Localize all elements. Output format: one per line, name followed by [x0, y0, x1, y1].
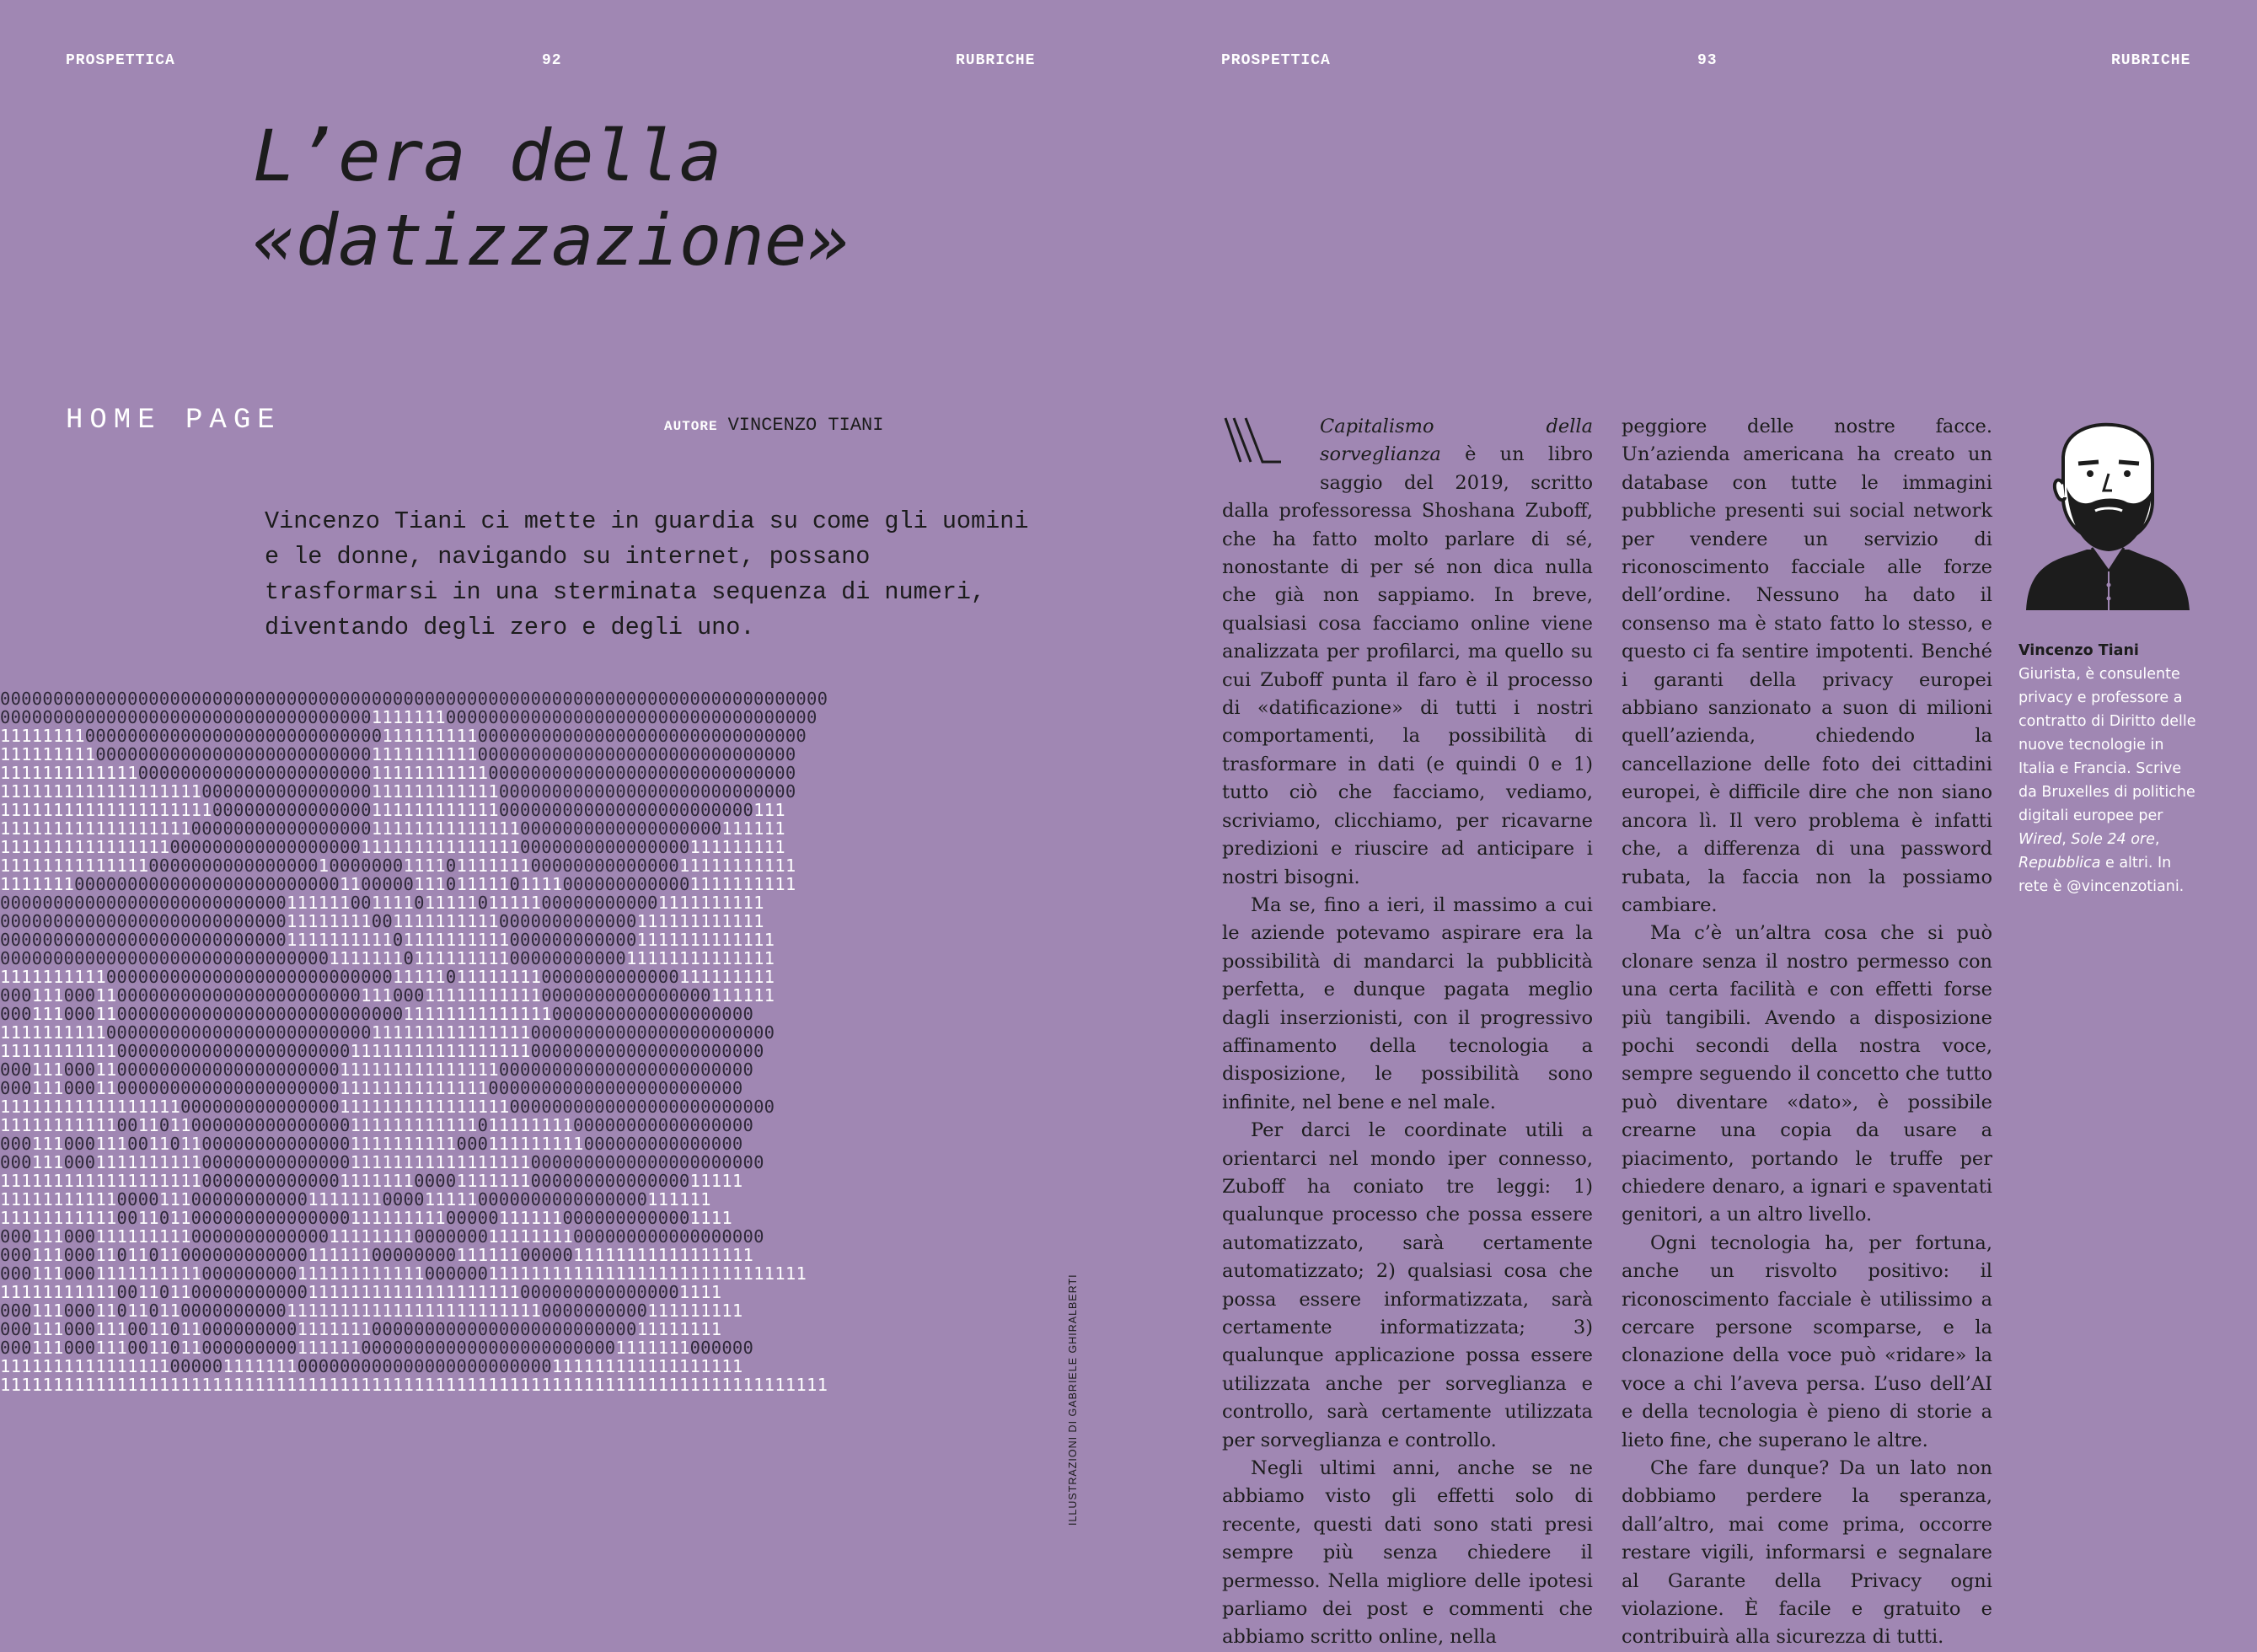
page-number-left: 92: [542, 52, 562, 69]
binary-row: 0001110001100000000000000000000000111000111111111110000000000000000111111: [0, 985, 775, 1006]
binary-row: 111111100000000000000000000000001100000111011111011110000000000001111111111: [0, 874, 796, 894]
binary-row: 000000000000000000000000000000000000000000000000000000000000000000000000000000: [0, 689, 828, 709]
binary-row: 00011100011011011000000000000111111000000001111110000011111111111111111: [0, 1245, 754, 1265]
article-title: [253, 114, 850, 282]
binary-row: 1111111111100001110000000000011111110000111110000000000000000111111: [0, 1189, 711, 1210]
article-title-line-2: «datizzazione»: [253, 199, 850, 282]
binary-row: 1111111111111111111000000000000011111110000111111100000000000000011111: [0, 1171, 743, 1191]
section-label: HOME PAGE: [66, 405, 281, 437]
lead-paragraph: Vincenzo Tiani ci mette in guardia su come gli uomini e le donne, navigando su internet, possano trasformarsi in una sterminata sequenza di numeri, diventando degli zero e degli uno.: [265, 507, 1029, 641]
binary-row: 0001110001100000000000000000000011111111111111000000000000000000000000: [0, 1078, 743, 1098]
body-paragraph: Ogni tecnologia ha, per fortuna, anche un risvolto positivo: il riconoscimento facciale è utilissimo a cercare persone scomparse, e la clonazione della voce può «ridare» la voce a chi l’aveva persa. L’uso dell’AI e della tecnologia è pieno di storie a lieto fine, che superano le altre.: [1622, 1231, 1992, 1451]
body-paragraph: Che fare dunque? Da un lato non dobbiamo perdere la speranza, dall’altro, mai come prima, occorre restare vigili, informarsi e segnalare al Garante della Privacy ogni violazione. È facile e gratuito e contribuirà alla sicurezza di tutti.: [1622, 1457, 1992, 1649]
binary-row: 00011100011000000000000000000000111111111111111000000000000000000000000: [0, 1059, 754, 1080]
running-header-section-left: PROSPETTICA: [66, 52, 175, 69]
binary-row: 11111111111111110000000000000000001111111111111110000000000000000111111111: [0, 837, 785, 857]
binary-row: 000111000111111111100000000000000111111111111111110000000000000000000000: [0, 1152, 764, 1172]
author-portrait-illustration: [2021, 421, 2195, 624]
drop-cap-l: [1053, 246, 1315, 495]
byline: [664, 415, 883, 436]
binary-row: 1111111100000000000000000000000000001111111110000000000000000000000000000000: [0, 726, 807, 746]
publication-repubblica: Repubblica: [2018, 855, 2101, 872]
binary-row: 000000000000000000000000000111111001111011111011111000000000001111111111: [0, 893, 764, 913]
binary-row: 11111111111111111100000000000000000111111111111110000000000000000000111111: [0, 818, 785, 839]
bio-name: Vincenzo Tiani: [2018, 642, 2139, 659]
binary-row: 1111111111111111000001111111000000000000000000000000111111111111111111: [0, 1356, 743, 1376]
binary-row: 111111111000000000000000000000000001111111111000000000000000000000000000000: [0, 744, 796, 764]
publication-wired: Wired: [2018, 831, 2062, 848]
binary-row: 0001110001110011011000000000000001111111111000111111111000000000000000: [0, 1134, 743, 1154]
binary-row: 00011100011000000000000000000000000000111111111111110000000000000000000: [0, 1004, 754, 1024]
illustration-credit: ILLUSTRAZIONI DI GABRIELE GHIRALBERTI: [1067, 1274, 1079, 1526]
binary-row: 111111111111111111100000000000000001111111111110000000000000000000000000000: [0, 781, 796, 802]
body-paragraph: peggiore delle nostre facce. Un’azienda americana ha creato un database con tutte le immagini pubbliche presenti sui social network per vendere un servizio di riconoscimento facciale alle forze dell’ordine. Nessuno ha dato il consenso ma è stato fatto lo stesso, e questo ci fa sentire impotenti. Benché i garanti della privacy europei abbiano sanzionato a suon di milioni quell’azienda, chiedendo la cancellazione delle foto dei cittadini europei, è difficile dire che non siano ancora lì. Il vero problema è infatti che, a differenza di una password rubata, la faccia non la possiamo cambiare.: [1622, 416, 1992, 916]
binary-row: 111111111111110000000000000000100000001111011111110000000000000011111111111: [0, 856, 796, 876]
book-title: Capitalismo della sorveglianza: [1320, 416, 1593, 466]
binary-row: 111111111110000000000000000000000111111111111111110000000000000000000000: [0, 1041, 764, 1061]
article-title-line-1: L’era della: [253, 115, 722, 197]
body-column-2: [1622, 413, 1992, 1652]
binary-row: 00000000000000000000000000000000000111111100000000000000000000000000000000000: [0, 707, 818, 727]
binary-row: 00011100011100110110000000001111110000000000000000000000001111111000000: [0, 1338, 754, 1358]
binary-row: 0000000000000000000000000000000111111101111111110000000000011111111111111: [0, 948, 775, 968]
binary-row: 0001110001111111111000000000111111111111000000111111111111111111111111111111: [0, 1263, 807, 1284]
binary-row: 111111111111111111111111111111111111111111111111111111111111111111111111111111: [0, 1375, 828, 1395]
author-bio: Vincenzo Tiani Giurista, è consulente privacy e professore a contratto di Diritto delle nuove tecnologie in Italia e Francia. Scrive da Bruxelles di politiche digitali europee per Wired, Sole 24 ore, Repubblica e altri. In rete è @vincenzotiani.: [2018, 639, 2204, 898]
binary-row: 000111000111111111000000000000011111111000000011111111000000000000000000: [0, 1226, 764, 1247]
binary-row: 1111111111000000000000000000000000011111111111111100000000000000000000000: [0, 1022, 775, 1043]
binary-row: 11111111111111111111000000000000000111111111111000000000000000000000000111: [0, 800, 785, 820]
binary-row: 1111111111000000000000000000000000000111110111111110000000000000111111111: [0, 967, 775, 987]
author-name: VINCENZO TIANI: [727, 415, 884, 436]
author-label: AUTORE: [664, 419, 718, 434]
binary-row: 111111111111100000000000000000000001111111111100000000000000000000000000000: [0, 763, 796, 783]
binary-row: 1111111111111111100000000000000011111111111111110000000000000000000000000: [0, 1097, 775, 1117]
body-paragraph: Ma c’è un’altra cosa che si può clonare senza il nostro permesso con una certa facilità e con effetti forse più tangibili. Avendo a disposizione pochi secondi della nostra voce, sempre seguendo il concetto che tutto può diventare «dato», è possibile crearne una copia da usare a piacimento, portando le truffe per chiedere denaro, a ignari e spaventati genitori, a un altro livello.: [1622, 922, 1992, 1226]
page-number-right: 93: [1697, 52, 1718, 69]
body-paragraph: Ma se, fino a ieri, il massimo a cui le aziende potevamo aspirare era la possibilità di mandarci la pubblicità perfetta, e dunque pagata meglio dagli inserzionisti, con il progressivo affinamento della tecnologia a disposizione, le possibilità sono infinite, nel bene e nel male.: [1222, 893, 1593, 1113]
binary-row: 000000000000000000000000000111111110011111111110000000000000111111111111: [0, 911, 764, 931]
binary-row: 0001110001101101100000000001111111111111111111111110000000000111111111: [0, 1301, 743, 1321]
svg-text:L: L: [1053, 246, 1054, 247]
binary-illustration: [0, 689, 1037, 1593]
body-paragraph: Capitalismo della sorveglianza è un libro saggio del 2019, scritto dalla professoressa Shoshana Zuboff, che ha fatto molto parlare di sé, nonostante di per sé non dica nulla che già non sappiamo. In breve, qualsiasi cosa facciamo online viene analizzata per profilarci, ma quello su cui Zuboff punta il faro è il processo di «datificazione» di tutti i nostri comportamenti, la possibilità di trasformare in dati (e quindi 0 e 1) tutto ciò che facciamo, vediamo, scriviamo, clicchiamo, per ricavarne predizioni e riuscire ad anticipare i nostri bisogni.: [1222, 416, 1593, 888]
body-paragraph: Negli ultimi anni, anche se ne abbiamo visto gli effetti solo di recente, questi dati sono stati presi sempre più senza chiedere il permesso. Nella migliore delle ipotesi parliamo dei post e commenti che abbiamo scritto online, nella: [1222, 1457, 1593, 1649]
binary-row: 11111111111001101100000000000111111111111111111110000000000000001111: [0, 1282, 722, 1302]
binary-row: 0000000000000000000000000001111111111011111111110000000000001111111111111: [0, 930, 775, 950]
running-header-rubric-left: RUBRICHE: [956, 52, 1036, 69]
body-paragraph: Per darci le coordinate utili a orientarci nel mondo iper connesso, Zuboff ha coniato tre leggi: 1) qualunque processo che possa essere automatizzato, sarà certamente automatizzato; 2) qualsiasi cosa che possa essere informatizzata, sarà certamente informatizzata; 3) qualunque applicazione possa essere utilizzata anche per sorveglianza e controllo, sarà certamente utilizzata per sorveglianza e controllo.: [1222, 1119, 1593, 1451]
running-header-rubric-right: RUBRICHE: [2111, 52, 2191, 69]
binary-row: 00011100011100110110000000001111111000000000000000000000000011111111: [0, 1319, 722, 1339]
publication-sole-24-ore: Sole 24 ore: [2071, 831, 2155, 848]
binary-row: 111111111110011011000000000000000111111111000001111110000000000001111: [0, 1208, 732, 1228]
binary-row: 11111111111001101100000000000000011111111111101111111100000000000000000: [0, 1115, 754, 1135]
running-header-section-right: PROSPETTICA: [1221, 52, 1331, 69]
